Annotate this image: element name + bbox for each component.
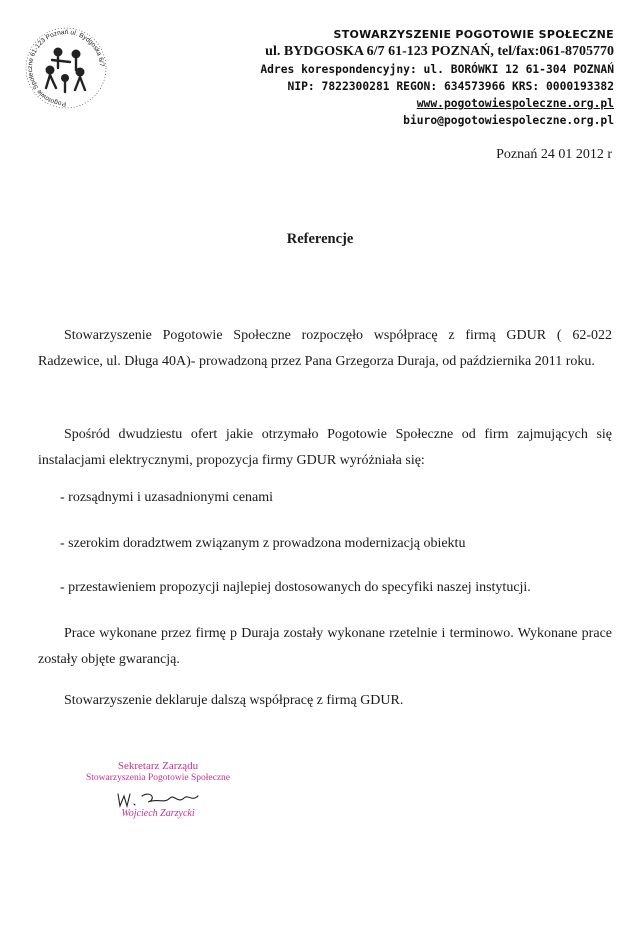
paragraph-intro: Stowarzyszenie Pogotowie Społeczne rozpoczęło współpracę z firmą GDUR ( 62-022 Radzewice, ul. Długa 40A)- prowadzoną przez Pana Grzegorza Duraja, od października 2011 roku. bbox=[38, 328, 612, 369]
paragraph-declaration: Stowarzyszenie deklaruje dalszą współpracę z firmą GDUR. bbox=[64, 693, 404, 708]
bullet-proposals: - przestawieniem propozycji najlepiej dostosowanych do specyfiki naszej instytucji. bbox=[60, 580, 531, 595]
organization-logo bbox=[18, 22, 114, 110]
address-line: ul. BYDGOSKA 6/7 61-123 POZNAŃ, tel/fax:061-8705770 bbox=[265, 44, 614, 60]
logo-ring-text: Pogotowie Społeczne 61-123 Poznań ul. Bydgoska 6/7 bbox=[27, 28, 106, 108]
website-link[interactable]: www.pogotowiespoleczne.org.pl bbox=[416, 97, 614, 111]
stamp-organization: Stowarzyszenia Pogotowie Społeczne bbox=[85, 773, 231, 783]
bullet-consulting: - szerokim doradztwem związanym z prowadzona modernizacją obiektu bbox=[60, 536, 466, 551]
letter-date: Poznań 24 01 2012 r bbox=[496, 147, 612, 162]
paragraph-work: Prace wykonane przez firmę p Duraja zostały wykonane rzetelnie i terminowo. Wykonane prace zostały objęte gwarancją. bbox=[38, 626, 612, 667]
registry-numbers: NIP: 7822300281 REGON: 634573966 KRS: 0000193382 bbox=[287, 79, 614, 93]
correspondence-address: Adres korespondencyjny: ul. BORÓWKI 12 61-304 POZNAŃ bbox=[260, 62, 614, 76]
stamp-role: Sekretarz Zarządu bbox=[117, 760, 199, 772]
email-address[interactable]: biuro@pogotowiespoleczne.org.pl bbox=[403, 114, 614, 128]
signature-stamp bbox=[78, 760, 238, 784]
bullet-prices: - rozsądnymi i uzasadnionymi cenami bbox=[60, 490, 274, 505]
letterhead bbox=[174, 26, 614, 130]
svg-text:Pogotowie Społeczne 61-123 Poz bbox=[27, 29, 105, 107]
org-name: STOWARZYSZENIE POGOTOWIE SPOŁECZNE bbox=[333, 28, 614, 41]
signatory-name: Wojciech Zarzycki bbox=[121, 808, 195, 819]
letter-title: Referencje bbox=[286, 231, 354, 247]
paragraph-offers: Spośród dwudziestu ofert jakie otrzymało Pogotowie Społeczne od firm zajmujących się instalacjami elektrycznymi, propozycja firmy GDUR wyróżniała się: bbox=[38, 427, 612, 468]
